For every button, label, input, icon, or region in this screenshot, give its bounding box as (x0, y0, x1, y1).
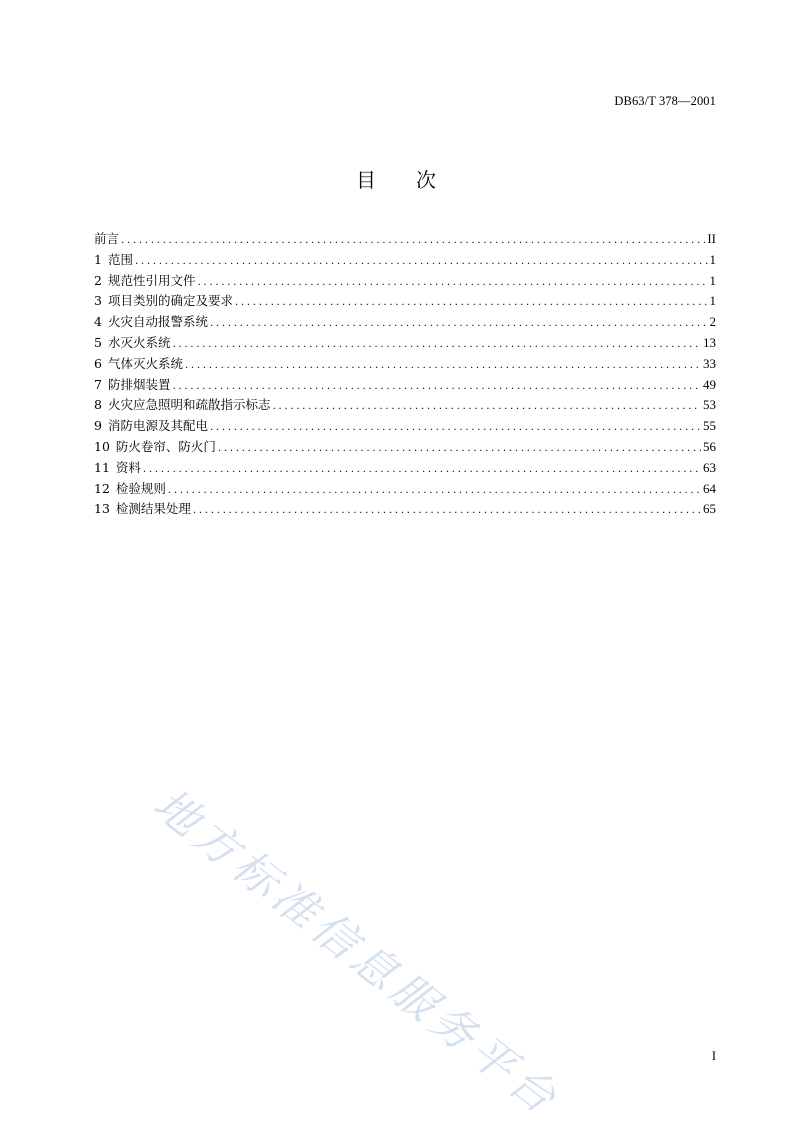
page-title (0, 164, 792, 193)
toc-number: 9 (94, 418, 102, 434)
toc-leader-dots (185, 355, 701, 376)
toc-number: 13 (94, 501, 110, 517)
toc-leader-dots (235, 292, 708, 313)
toc-row-5[interactable] (94, 333, 716, 354)
footer-page-number: I (711, 1049, 716, 1063)
title-char-2: 次 (416, 168, 436, 192)
toc-leader-dots (168, 480, 701, 501)
toc-page-number: 56 (703, 438, 716, 454)
toc-label: 资料 (115, 459, 141, 475)
toc-label: 水灭火系统 (107, 334, 171, 350)
toc-number: 5 (94, 334, 102, 350)
toc-number: 11 (94, 459, 110, 475)
toc-label: 前言 (94, 231, 120, 246)
toc-page-number: 13 (703, 334, 716, 350)
toc-row-9[interactable] (94, 416, 716, 437)
toc-label: 气体灭火系统 (107, 355, 183, 371)
toc-row-7[interactable] (94, 375, 716, 396)
toc-number: 3 (94, 293, 102, 309)
toc-leader-dots (193, 500, 701, 521)
toc-leader-dots (135, 251, 708, 272)
toc-number: 2 (94, 272, 102, 288)
toc-label: 火灾自动报警系统 (107, 314, 208, 330)
toc-page-number: 33 (703, 355, 716, 371)
toc-row-6[interactable] (94, 354, 716, 375)
toc-label: 范围 (107, 251, 133, 267)
toc-leader-dots (197, 272, 707, 293)
toc-row-8[interactable] (94, 395, 716, 416)
toc-number: 10 (94, 438, 110, 454)
toc-label: 检测结果处理 (115, 501, 191, 517)
toc-row-13[interactable] (94, 499, 716, 520)
toc-label: 防排烟装置 (107, 376, 171, 392)
toc-number: 6 (94, 355, 102, 371)
toc-page-number: 1 (709, 272, 716, 288)
document-code: DB63/T 378—2001 (614, 94, 716, 108)
toc-page-number: 1 (709, 293, 716, 309)
toc-label: 消防电源及其配电 (107, 418, 208, 434)
toc-label: 火灾应急照明和疏散指示标志 (107, 397, 271, 413)
toc-leader-dots (218, 438, 701, 459)
toc-label: 检验规则 (115, 480, 166, 496)
toc-leader-dots (172, 334, 701, 355)
toc-row-11[interactable] (94, 458, 716, 479)
table-of-contents (94, 229, 716, 520)
toc-leader-dots (272, 396, 701, 417)
toc-leader-dots (210, 313, 708, 334)
toc-number: 1 (94, 251, 102, 267)
toc-number: 7 (94, 376, 102, 392)
toc-row-2[interactable] (94, 271, 716, 292)
toc-leader-dots (210, 417, 701, 438)
toc-row-4[interactable] (94, 312, 716, 333)
toc-page-number: 63 (703, 459, 716, 475)
toc-page-number: 49 (703, 376, 716, 392)
toc-row-1[interactable] (94, 250, 716, 271)
toc-page-number: 53 (703, 397, 716, 413)
title-char-1: 目 (356, 168, 376, 192)
toc-row-foreword[interactable] (94, 229, 716, 250)
toc-page-number: 55 (703, 418, 716, 434)
toc-page-number: 2 (709, 314, 716, 330)
toc-page-number: 64 (703, 480, 716, 496)
toc-number: 12 (94, 480, 110, 496)
toc-label: 项目类别的确定及要求 (107, 293, 233, 309)
toc-number: 8 (94, 397, 102, 413)
toc-page-number: 65 (703, 501, 716, 517)
toc-leader-dots (172, 376, 701, 397)
toc-label: 规范性引用文件 (107, 272, 196, 288)
watermark: 地方标准信息服务平台 (143, 778, 570, 1127)
toc-leader-dots (121, 230, 705, 251)
toc-page-number: 1 (709, 251, 716, 267)
toc-page-number: II (707, 231, 716, 246)
toc-row-10[interactable] (94, 437, 716, 458)
toc-leader-dots (143, 459, 701, 480)
toc-row-3[interactable] (94, 291, 716, 312)
toc-number: 4 (94, 314, 102, 330)
toc-label: 防火卷帘、防火门 (115, 438, 216, 454)
toc-row-12[interactable] (94, 479, 716, 500)
